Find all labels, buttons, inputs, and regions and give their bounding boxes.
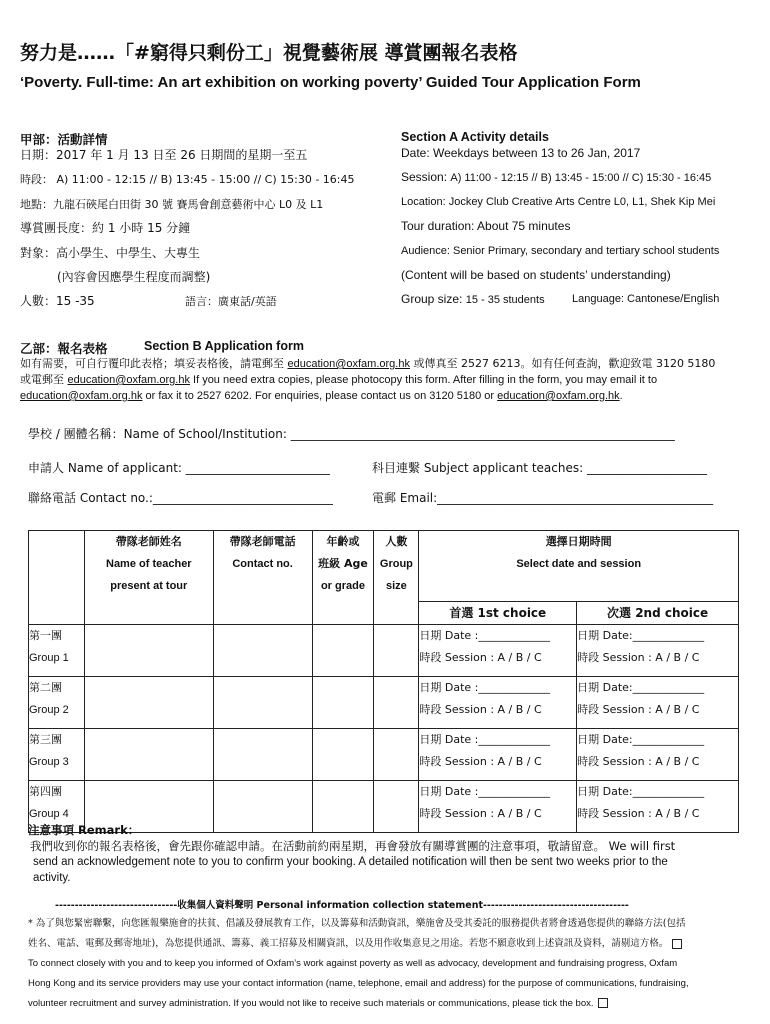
audience-chinese: 對象：高小學生、中學生、大專生	[20, 246, 201, 260]
date-chinese: 日期：2017 年 1 月 13 日至 26 日期間的星期一至五	[20, 148, 308, 162]
session-english	[401, 170, 711, 184]
group-size-value: 15 - 35 students	[465, 294, 545, 306]
teacher-name-cell[interactable]	[84, 677, 213, 729]
header-second-choice: 次選 2nd choice	[577, 602, 739, 625]
opt-out-checkbox[interactable]	[598, 998, 608, 1008]
teacher-contact-cell[interactable]	[213, 729, 312, 781]
date-english: Date: Weekdays between 13 to 26 Jan, 2017	[401, 146, 641, 160]
remark-line-2: send an acknowledgement note to you to confirm your booking. A detailed notification will then be sent two weeks prior to the	[33, 856, 668, 868]
remark-line-1: 我們收到你的報名表格後，會先跟你確認申請。在活動前約兩星期，再會發放有關導賞團的注意事項，敬請留意。 We will first	[30, 839, 676, 853]
group-size-cell[interactable]	[374, 625, 419, 677]
section-b-intro-line-1: 如有需要，可自行覆印此表格；填妥表格後，請電郵至 education@oxfam.org.hk 或傳真至 2527 6213。如有任何查詢，歡迎致電 3120 5180	[20, 357, 716, 370]
application-table	[28, 530, 739, 833]
first-choice-cell[interactable]: 日期 Date :_____________ 時段 Session : A / B / C	[419, 781, 577, 833]
opt-out-checkbox[interactable]	[672, 939, 682, 949]
subject-field[interactable]: 科目連繫 Subject applicant teaches: ____________________	[372, 461, 707, 475]
section-b-intro-line-2: 或電郵至 education@oxfam.org.hk If you need extra copies, please photocopy this form. After filling in the form, you may email it to	[20, 373, 658, 386]
header-blank-cell	[29, 531, 85, 625]
first-choice-cell[interactable]: 日期 Date :_____________ 時段 Session : A / B / C	[419, 729, 577, 781]
table-row	[29, 625, 739, 677]
statement-heading: -------------------------------收集個人資料聲明 Personal information collection statement-------------------------------------	[55, 900, 629, 911]
header-group-size: 人數 Group size	[374, 531, 419, 625]
age-grade-cell[interactable]	[312, 677, 374, 729]
group-label: 第一團 Group 1	[29, 625, 85, 677]
section-b-intro-line-3: education@oxfam.org.hk or fax it to 2527 6202. For enquiries, please contact us on 3120 5180 or education@oxfam.org.hk.	[20, 390, 623, 402]
language-chinese: 語言：廣東話/英語	[185, 295, 277, 308]
group-size-label: Group size:	[401, 292, 466, 306]
teacher-contact-cell[interactable]	[213, 677, 312, 729]
duration-english: Tour duration: About 75 minutes	[401, 219, 571, 233]
age-grade-cell[interactable]	[312, 781, 374, 833]
age-grade-cell[interactable]	[312, 729, 374, 781]
second-choice-cell[interactable]: 日期 Date:_____________ 時段 Session : A / B / C	[577, 729, 739, 781]
second-choice-cell[interactable]: 日期 Date:_____________ 時段 Session : A / B / C	[577, 781, 739, 833]
group-size-cell[interactable]	[374, 729, 419, 781]
location-chinese: 地點：九龍石硤尾白田街 30 號 賽馬會創意藝術中心 L0 及 L1	[20, 198, 324, 211]
group-label: 第四團 Group 4	[29, 781, 85, 833]
applicant-name-field[interactable]: 申請人 Name of applicant: ________________________	[28, 461, 330, 475]
group-label: 第三團 Group 3	[29, 729, 85, 781]
session-english-value: A) 11:00 - 12:15 // B) 13:45 - 15:00 // C) 15:30 - 16:45	[450, 172, 712, 184]
audience-english: Audience: Senior Primary, secondary and tertiary school students	[401, 245, 720, 257]
statement-chinese-line-1: * 為了與您緊密聯繫，向您匯報樂施會的扶貧、倡議及發展教育工作，以及籌募和活動資訊，樂施會及受其委託的服務提供者將會透過您提供的聯絡方法(包括	[28, 918, 686, 929]
email-field[interactable]: 電郵 Email:______________________________________________	[372, 491, 714, 505]
email-link[interactable]: education@oxfam.org.hk	[20, 390, 143, 402]
header-contact-number: 帶隊老師電話 Contact no.	[213, 531, 312, 625]
remark-heading: 注意事項 Remark：	[28, 823, 140, 837]
first-choice-cell[interactable]: 日期 Date :_____________ 時段 Session : A / B / C	[419, 625, 577, 677]
section-a-heading-chinese: 甲部：活動詳情	[20, 132, 108, 147]
age-grade-cell[interactable]	[312, 625, 374, 677]
table-row	[29, 729, 739, 781]
remark-line-3: activity.	[33, 872, 71, 884]
header-first-choice: 首選 1st choice	[419, 602, 577, 625]
group-size-english	[401, 292, 545, 306]
second-choice-cell[interactable]: 日期 Date:_____________ 時段 Session : A / B / C	[577, 677, 739, 729]
group-size-cell[interactable]	[374, 781, 419, 833]
section-b-heading-chinese: 乙部：報名表格	[20, 341, 108, 356]
session-english-label: Session:	[401, 170, 451, 184]
statement-english-line-3: volunteer recruitment and survey administration. If you would not like to receive such materials or communications, please tick the box.	[28, 994, 608, 1014]
form-title-english: ‘Poverty. Full-time: An art exhibition on working poverty’ Guided Tour Application Form	[20, 74, 641, 91]
table-header-row	[29, 531, 739, 602]
form-title-chinese: 努力是……「#窮得只剩份工」視覺藝術展 導賞團報名表格	[20, 42, 518, 64]
header-teacher-name: 帶隊老師姓名 Name of teacher present at tour	[84, 531, 213, 625]
duration-chinese: 導賞團長度：約 1 小時 15 分鐘	[20, 221, 191, 235]
email-link[interactable]: education@oxfam.org.hk	[497, 390, 620, 402]
section-a-heading-english: Section A Activity details	[401, 130, 549, 144]
teacher-name-cell[interactable]	[84, 625, 213, 677]
content-note-english: (Content will be based on students’ understanding)	[401, 268, 671, 282]
session-chinese: 時段： A) 11:00 - 12:15 // B) 13:45 - 15:00 // C) 15:30 - 16:45	[20, 173, 355, 186]
content-note-chinese: (內容會因應學生程度而調整)	[57, 270, 211, 284]
second-choice-cell[interactable]: 日期 Date:_____________ 時段 Session : A / B / C	[577, 625, 739, 677]
email-link[interactable]: education@oxfam.org.hk	[287, 358, 410, 370]
group-label: 第二團 Group 2	[29, 677, 85, 729]
table-row	[29, 677, 739, 729]
school-name-field[interactable]: 學校 / 團體名稱：Name of School/Institution: ________________________________________________________________	[28, 427, 675, 441]
header-age-grade: 年齡或 班級 Age or grade	[312, 531, 374, 625]
teacher-name-cell[interactable]	[84, 729, 213, 781]
group-size-cell[interactable]	[374, 677, 419, 729]
email-link[interactable]: education@oxfam.org.hk	[67, 374, 190, 386]
language-english: Language: Cantonese/English	[572, 293, 720, 305]
teacher-contact-cell[interactable]	[213, 625, 312, 677]
location-english: Location: Jockey Club Creative Arts Centre L0, L1, Shek Kip Mei	[401, 196, 716, 208]
statement-english-line-2: Hong Kong and its service providers may use your contact information (name, telephone, email and address) for the purpose of communications, fundraising,	[28, 978, 689, 989]
teacher-contact-cell[interactable]	[213, 781, 312, 833]
statement-chinese-line-2: 姓名、電話、電郵及郵寄地址)，為您提供通訊、籌募、義工招募及相關資訊，以及用作收集意見之用途。若您不願意收到上述資訊及資料，請剔這方格。	[28, 934, 682, 954]
section-b-heading-english: Section B Application form	[144, 339, 304, 353]
header-select-date: 選擇日期時間 Select date and session	[419, 531, 739, 602]
statement-english-line-1: To connect closely with you and to keep you informed of Oxfam’s work against poverty as well as advocacy, development and fundraising progress, Oxfam	[28, 958, 678, 969]
contact-number-field[interactable]: 聯絡電話 Contact no.:______________________________	[28, 491, 333, 505]
people-count-chinese: 人數：15 -35	[20, 294, 95, 308]
first-choice-cell[interactable]: 日期 Date :_____________ 時段 Session : A / B / C	[419, 677, 577, 729]
